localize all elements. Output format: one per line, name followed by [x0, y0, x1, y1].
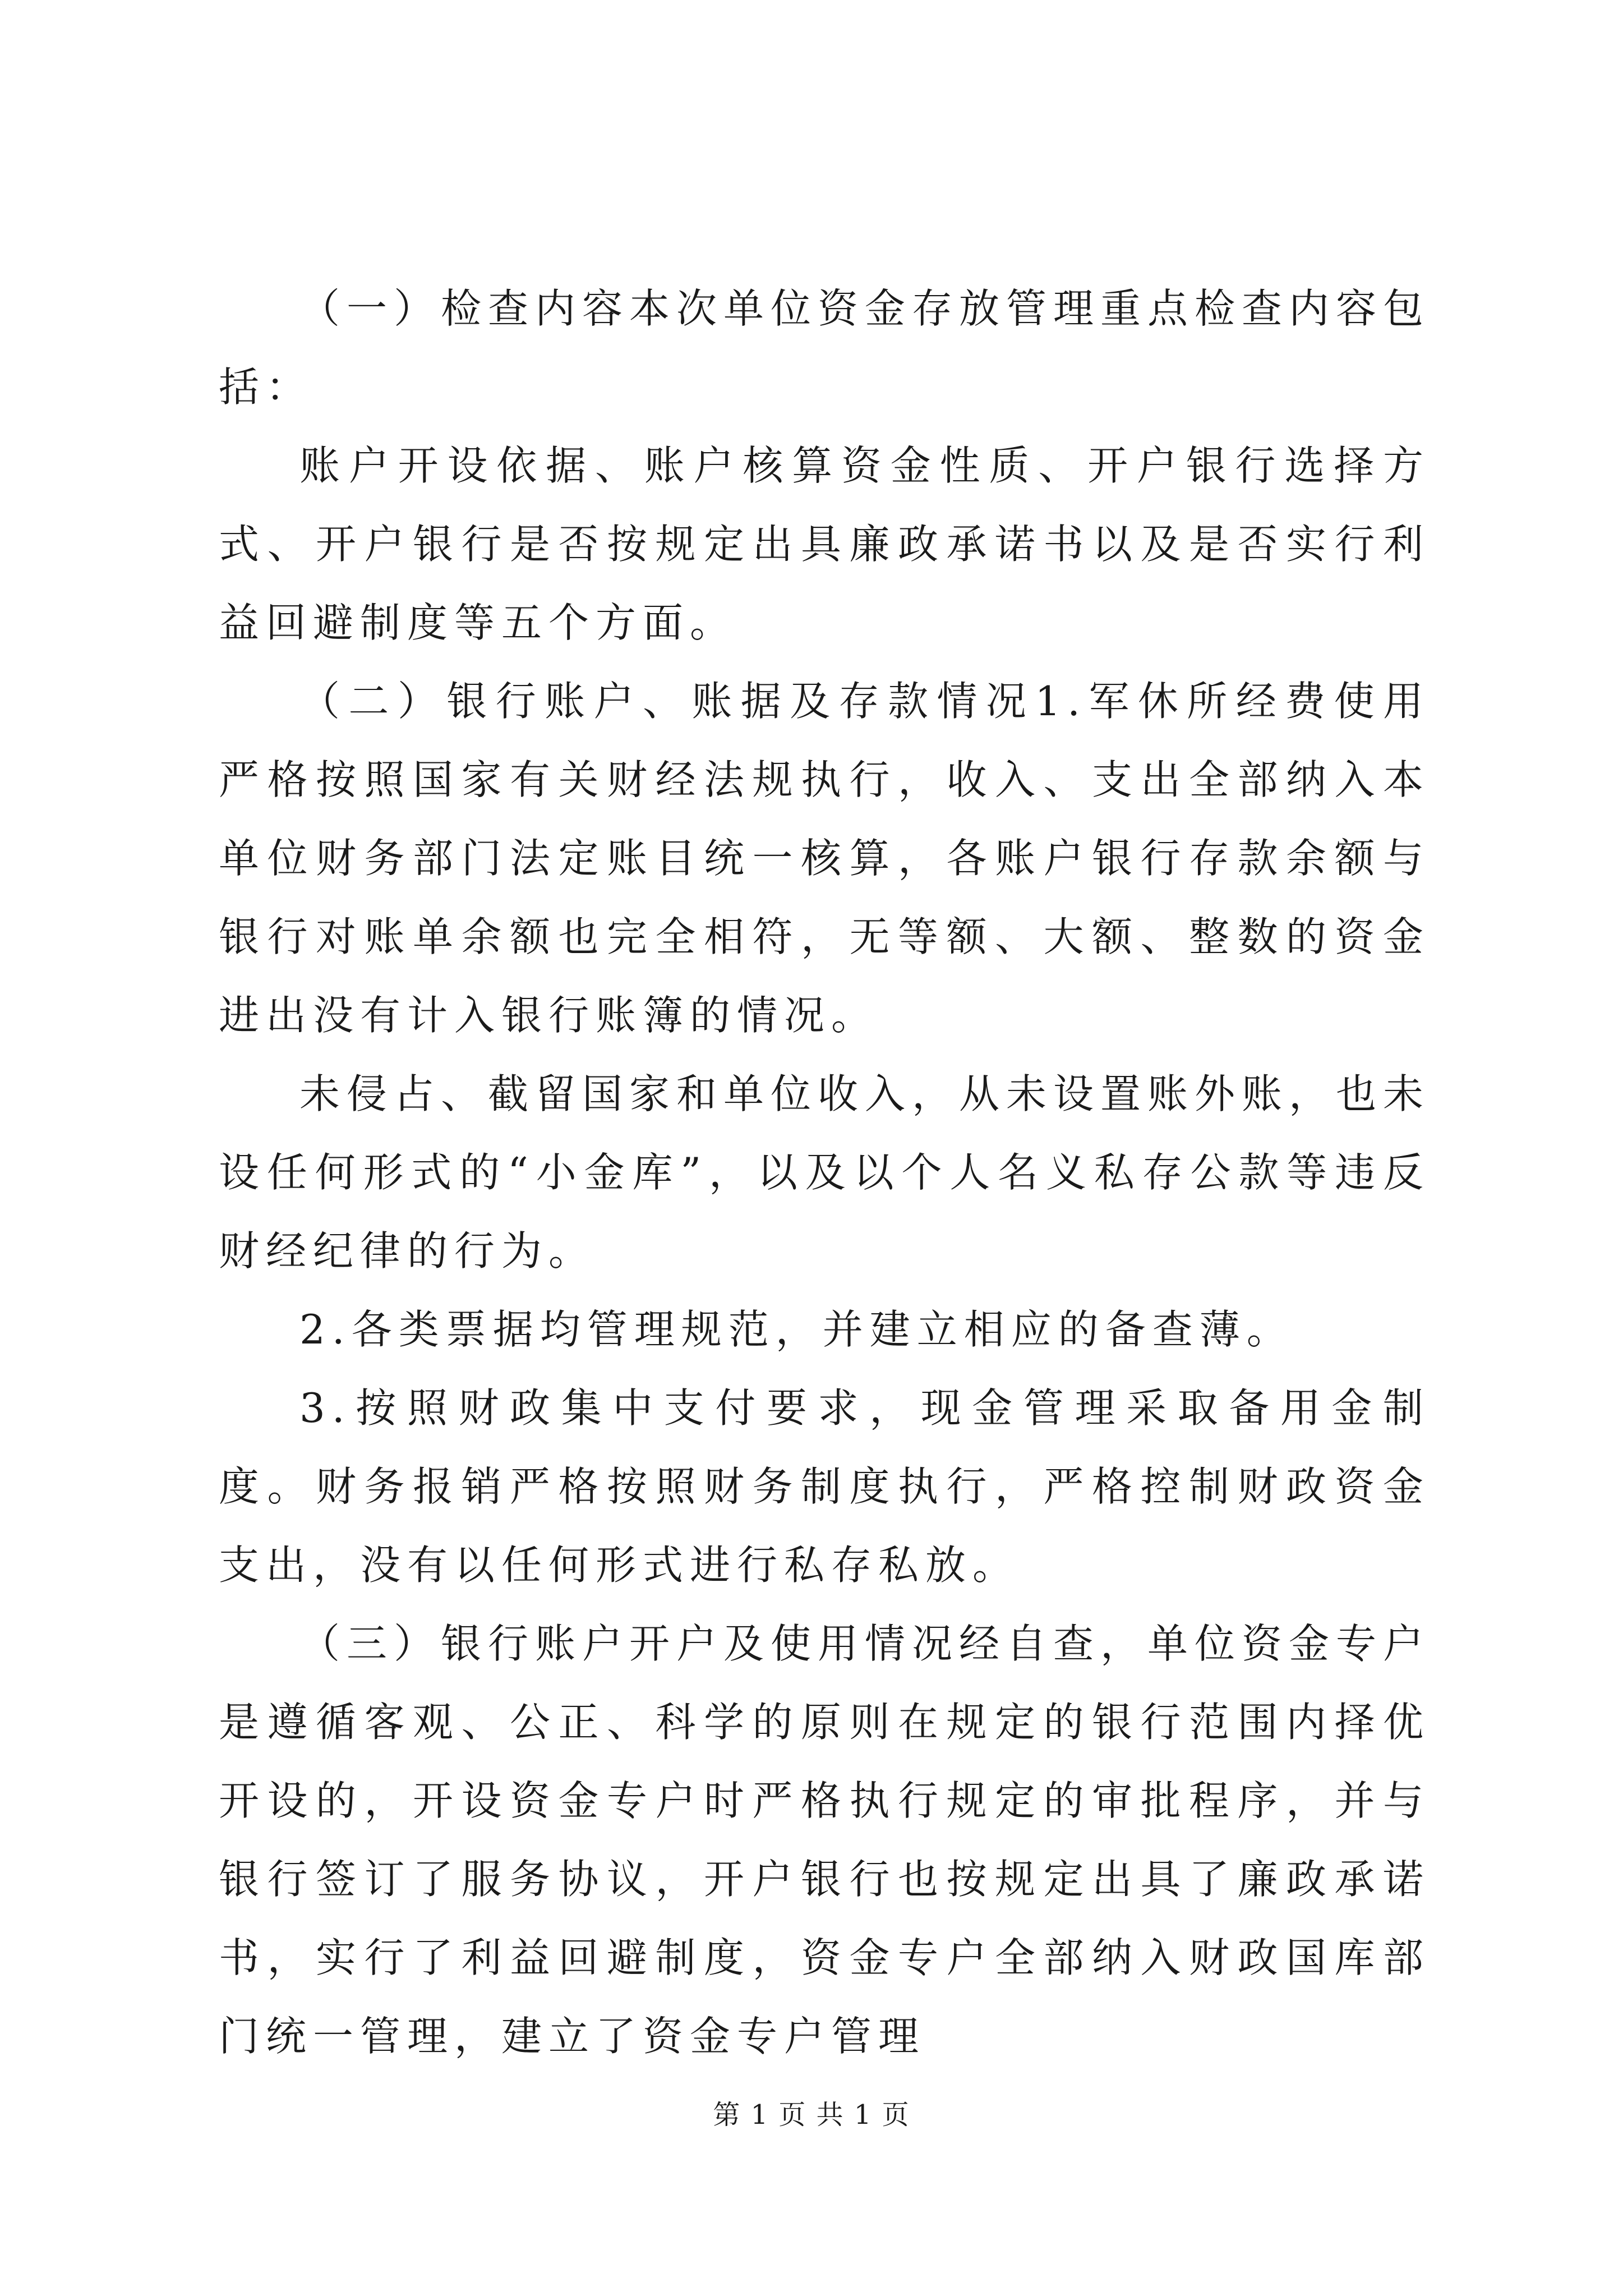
paragraph-account-opening: （三）银行账户开户及使用情况经自查，单位资金专户是遵循客观、公正、科学的原则在规定的银行范围内择优开设的，开设资金专户时严格执行规定的审批程序，并与银行签订了服务协议，开户银行也按规定出具了廉政承诺书，实行了利益回避制度，资金专户全部纳入财政国库部门统一管理，建立了资金专户管理: [219, 1620, 1431, 2060]
paragraph-inspection-scope: 账户开设依据、账户核算资金性质、开户银行选择方式、开户银行是否按规定出具廉政承诺书以及是否实行利益回避制度等五个方面。: [219, 442, 1430, 646]
page-number-footer: 第 1 页 共 1 页: [713, 2099, 910, 2131]
paragraph-no-misappropriation: 未侵占、截留国家和单位收入，从未设置账外账，也未设任何形式的“小金库”，以及以个人名义私存公款等违反财经纪律的行为。: [219, 1070, 1431, 1274]
paragraph-inspection-content: （一）检查内容本次单位资金存放管理重点检查内容包括：: [219, 285, 1431, 411]
paragraph-receipts: 2.各类票据均管理规范，并建立相应的备查薄。: [299, 1306, 1294, 1353]
paragraph-bank-accounts: （二）银行账户、账据及存款情况1.军休所经费使用严格按照国家有关财经法规执行，收入、支出全部纳入本单位财务部门法定账目统一核算，各账户银行存款余额与银行对账单余额也完全相符，无等额、大额、整数的资金进出没有计入银行账簿的情况。: [219, 678, 1430, 1039]
document-body: [219, 269, 1430, 2076]
paragraph-cash-management: 3.按照财政集中支付要求，现金管理采取备用金制度。财务报销严格按照财务制度执行，严格控制财政资金支出，没有以任何形式进行私存私放。: [219, 1384, 1430, 1589]
